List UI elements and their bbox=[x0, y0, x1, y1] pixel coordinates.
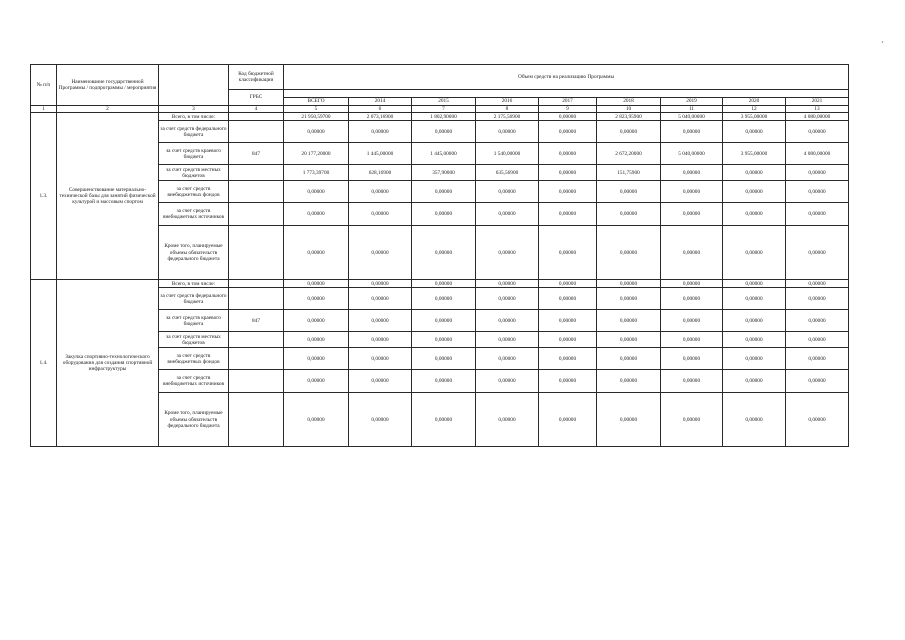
amount-cell: 0,00000 bbox=[597, 280, 661, 288]
amount-cell: 0,00000 bbox=[539, 348, 597, 370]
funding-source: Всего, в том числе: bbox=[159, 113, 229, 121]
header-index-row bbox=[31, 106, 849, 113]
funding-table-page bbox=[30, 64, 848, 447]
amount-cell: 0,00000 bbox=[412, 226, 476, 280]
header-index-12: 13 bbox=[786, 106, 849, 113]
budget-code bbox=[229, 113, 284, 121]
amount-cell: 0,00000 bbox=[476, 310, 539, 332]
amount-cell: 0,00000 bbox=[476, 203, 539, 226]
header-index-0: 1 bbox=[31, 106, 57, 113]
header-index-8: 9 bbox=[539, 106, 597, 113]
amount-cell: 628,16900 bbox=[349, 165, 412, 181]
amount-cell: 0,00000 bbox=[723, 280, 786, 288]
amount-cell: 0,00000 bbox=[597, 393, 661, 447]
amount-cell: 0,00000 bbox=[412, 393, 476, 447]
amount-cell: 0,00000 bbox=[661, 226, 723, 280]
amount-cell: 0,00000 bbox=[349, 332, 412, 348]
funding-source: Кроме того, планируемые объемы обязательств федерального бюджета bbox=[159, 226, 229, 280]
header-index-5: 6 bbox=[349, 106, 412, 113]
amount-cell: 0,00000 bbox=[723, 370, 786, 393]
budget-code bbox=[229, 280, 284, 288]
budget-code bbox=[229, 226, 284, 280]
header-year-2: 2015 bbox=[412, 98, 476, 106]
funding-source: за счет средств местных бюджетов bbox=[159, 332, 229, 348]
amount-cell: 0,00000 bbox=[786, 280, 849, 288]
amount-cell: 21 950,59700 bbox=[284, 113, 349, 121]
amount-cell: 0,00000 bbox=[661, 393, 723, 447]
budget-code: 847 bbox=[229, 310, 284, 332]
amount-cell: 0,00000 bbox=[723, 393, 786, 447]
budget-code bbox=[229, 393, 284, 447]
amount-cell: 0,00000 bbox=[284, 203, 349, 226]
header-index-6: 7 bbox=[412, 106, 476, 113]
amount-cell: 0,00000 bbox=[723, 165, 786, 181]
header-code: Код бюджетной классификации bbox=[229, 65, 284, 90]
budget-code bbox=[229, 288, 284, 310]
header-index-4: 5 bbox=[284, 106, 349, 113]
amount-cell: 0,00000 bbox=[412, 370, 476, 393]
amount-cell: 3 955,00000 bbox=[723, 113, 786, 121]
amount-cell: 0,00000 bbox=[349, 393, 412, 447]
amount-cell: 0,00000 bbox=[476, 121, 539, 143]
amount-cell: 0,00000 bbox=[412, 280, 476, 288]
amount-cell: 0,00000 bbox=[284, 332, 349, 348]
amount-cell: 0,00000 bbox=[284, 121, 349, 143]
amount-cell: 0,00000 bbox=[597, 310, 661, 332]
amount-cell: 0,00000 bbox=[597, 121, 661, 143]
amount-cell: 2 175,56900 bbox=[476, 113, 539, 121]
header-row bbox=[31, 65, 849, 90]
amount-cell: 357,90000 bbox=[412, 165, 476, 181]
amount-cell: 0,00000 bbox=[539, 143, 597, 165]
budget-code bbox=[229, 181, 284, 203]
funding-source: за счет средств краевого бюджета bbox=[159, 310, 229, 332]
amount-cell: 3 955,00000 bbox=[723, 143, 786, 165]
funding-source: за счет средств краевого бюджета bbox=[159, 143, 229, 165]
budget-code bbox=[229, 332, 284, 348]
header-num: № п/п bbox=[31, 65, 57, 106]
amount-cell: 0,00000 bbox=[349, 280, 412, 288]
header-year-0: ВСЕГО bbox=[284, 98, 349, 106]
amount-cell: 0,00000 bbox=[349, 226, 412, 280]
amount-cell: 0,00000 bbox=[412, 203, 476, 226]
amount-cell: 0,00000 bbox=[723, 288, 786, 310]
amount-cell: 0,00000 bbox=[412, 348, 476, 370]
amount-cell: 0,00000 bbox=[597, 348, 661, 370]
amount-cell: 0,00000 bbox=[539, 165, 597, 181]
header-year-8: 2021 bbox=[786, 98, 849, 106]
amount-cell: 0,00000 bbox=[597, 203, 661, 226]
amount-cell: 0,00000 bbox=[539, 203, 597, 226]
header-year-3: 2016 bbox=[476, 98, 539, 106]
amount-cell: 0,00000 bbox=[476, 332, 539, 348]
amount-cell: 4 080,00000 bbox=[786, 143, 849, 165]
amount-cell: 0,00000 bbox=[786, 226, 849, 280]
amount-cell: 0,00000 bbox=[723, 181, 786, 203]
amount-cell: 0,00000 bbox=[723, 203, 786, 226]
amount-cell: 4 080,00000 bbox=[786, 113, 849, 121]
amount-cell: 0,00000 bbox=[284, 348, 349, 370]
amount-cell: 0,00000 bbox=[723, 348, 786, 370]
amount-cell: 0,00000 bbox=[597, 226, 661, 280]
funding-table bbox=[30, 64, 849, 447]
amount-cell: 0,00000 bbox=[597, 288, 661, 310]
amount-cell: 0,00000 bbox=[284, 181, 349, 203]
amount-cell: 0,00000 bbox=[539, 181, 597, 203]
amount-cell: 0,00000 bbox=[412, 310, 476, 332]
funding-source: Кроме того, планируемые объемы обязательств федерального бюджета bbox=[159, 393, 229, 447]
amount-cell: 0,00000 bbox=[349, 370, 412, 393]
amount-cell: 0,00000 bbox=[284, 226, 349, 280]
amount-cell: 0,00000 bbox=[786, 165, 849, 181]
header-index-11: 12 bbox=[723, 106, 786, 113]
amount-cell: 0,00000 bbox=[284, 280, 349, 288]
amount-cell: 0,00000 bbox=[412, 332, 476, 348]
amount-cell: 0,00000 bbox=[349, 203, 412, 226]
budget-code: 847 bbox=[229, 143, 284, 165]
amount-cell: 0,00000 bbox=[412, 288, 476, 310]
funding-source: за счет средств местных бюджетов bbox=[159, 165, 229, 181]
amount-cell: 0,00000 bbox=[539, 280, 597, 288]
amount-cell: 0,00000 bbox=[786, 370, 849, 393]
amount-cell: 0,00000 bbox=[723, 310, 786, 332]
header-spacer bbox=[284, 90, 849, 98]
header-source bbox=[159, 65, 229, 106]
amount-cell: 0,00000 bbox=[786, 203, 849, 226]
amount-cell: 0,00000 bbox=[597, 370, 661, 393]
amount-cell: 0,00000 bbox=[412, 181, 476, 203]
amount-cell: 0,00000 bbox=[723, 121, 786, 143]
budget-code bbox=[229, 203, 284, 226]
amount-cell: 0,00000 bbox=[412, 121, 476, 143]
amount-cell: 0,00000 bbox=[284, 370, 349, 393]
amount-cell: 0,00000 bbox=[539, 310, 597, 332]
amount-cell: 0,00000 bbox=[476, 288, 539, 310]
section-name: Совершенствование материально-технической базы для занятий физической культурой и массовым спортом bbox=[57, 113, 159, 280]
section-number: 1.3. bbox=[31, 113, 57, 280]
amount-cell: 0,00000 bbox=[539, 393, 597, 447]
amount-cell: 0,00000 bbox=[661, 288, 723, 310]
amount-cell: 0,00000 bbox=[723, 332, 786, 348]
amount-cell: 2 672,20000 bbox=[597, 143, 661, 165]
amount-cell: 0,00000 bbox=[786, 332, 849, 348]
funding-source: за счет средств внебюджетных фондов bbox=[159, 181, 229, 203]
amount-cell: 0,00000 bbox=[661, 165, 723, 181]
header-code-grbs: ГРБС bbox=[229, 90, 284, 106]
amount-cell: 0,00000 bbox=[349, 288, 412, 310]
amount-cell: 0,00000 bbox=[476, 393, 539, 447]
amount-cell: 1 773,39700 bbox=[284, 165, 349, 181]
amount-cell: 0,00000 bbox=[786, 121, 849, 143]
amount-cell: 0,00000 bbox=[539, 332, 597, 348]
amount-cell: 0,00000 bbox=[786, 181, 849, 203]
header-index-9: 10 bbox=[597, 106, 661, 113]
amount-cell: 0,00000 bbox=[661, 121, 723, 143]
amount-cell: 20 177,20000 bbox=[284, 143, 349, 165]
funding-source: Всего, в том числе: bbox=[159, 280, 229, 288]
amount-cell: 0,00000 bbox=[597, 181, 661, 203]
amount-cell: 0,00000 bbox=[723, 226, 786, 280]
amount-cell: 151,75900 bbox=[597, 165, 661, 181]
amount-cell: 1 802,90000 bbox=[412, 113, 476, 121]
amount-cell: 5 040,00000 bbox=[661, 113, 723, 121]
amount-cell: 2 073,16900 bbox=[349, 113, 412, 121]
amount-cell: 0,00000 bbox=[476, 280, 539, 288]
amount-cell: 0,00000 bbox=[476, 181, 539, 203]
amount-cell: 0,00000 bbox=[476, 226, 539, 280]
amount-cell: 1 445,00000 bbox=[412, 143, 476, 165]
funding-source: за счет средств внебюджетных источников bbox=[159, 370, 229, 393]
header-volume: Объем средств на реализацию Программы bbox=[284, 65, 849, 90]
amount-cell: 0,00000 bbox=[349, 348, 412, 370]
header-year-6: 2019 bbox=[661, 98, 723, 106]
amount-cell: 0,00000 bbox=[349, 310, 412, 332]
amount-cell: 0,00000 bbox=[476, 370, 539, 393]
header-year-7: 2020 bbox=[723, 98, 786, 106]
amount-cell: 0,00000 bbox=[539, 370, 597, 393]
amount-cell: 635,56900 bbox=[476, 165, 539, 181]
budget-code bbox=[229, 121, 284, 143]
header-year-5: 2018 bbox=[597, 98, 661, 106]
amount-cell: 0,00000 bbox=[539, 121, 597, 143]
header-name: Наименование государственной Программы / подпрограммы / мероприятия bbox=[57, 65, 159, 106]
funding-source: за счет средств внебюджетных источников bbox=[159, 203, 229, 226]
header-index-2: 3 bbox=[159, 106, 229, 113]
funding-source: за счет средств федерального бюджета bbox=[159, 288, 229, 310]
amount-cell: 0,00000 bbox=[661, 280, 723, 288]
budget-code bbox=[229, 348, 284, 370]
amount-cell: 1 540,00000 bbox=[476, 143, 539, 165]
budget-code bbox=[229, 370, 284, 393]
budget-code bbox=[229, 165, 284, 181]
table-row bbox=[31, 280, 849, 288]
amount-cell: 0,00000 bbox=[661, 203, 723, 226]
amount-cell: 0,00000 bbox=[539, 113, 597, 121]
header-index-3: 4 bbox=[229, 106, 284, 113]
amount-cell: 5 040,00000 bbox=[661, 143, 723, 165]
amount-cell: 0,00000 bbox=[661, 310, 723, 332]
amount-cell: 2 823,95900 bbox=[597, 113, 661, 121]
header-index-10: 11 bbox=[661, 106, 723, 113]
table-row bbox=[31, 113, 849, 121]
amount-cell: 0,00000 bbox=[786, 393, 849, 447]
amount-cell: 0,00000 bbox=[597, 332, 661, 348]
amount-cell: 0,00000 bbox=[661, 332, 723, 348]
amount-cell: 0,00000 bbox=[661, 181, 723, 203]
header-year-4: 2017 bbox=[539, 98, 597, 106]
header-index-1: 2 bbox=[57, 106, 159, 113]
amount-cell: 0,00000 bbox=[786, 288, 849, 310]
amount-cell: 0,00000 bbox=[349, 181, 412, 203]
amount-cell: 0,00000 bbox=[661, 348, 723, 370]
header-year-1: 2014 bbox=[349, 98, 412, 106]
amount-cell: 0,00000 bbox=[786, 348, 849, 370]
amount-cell: 0,00000 bbox=[284, 288, 349, 310]
amount-cell: 0,00000 bbox=[284, 310, 349, 332]
header-index-7: 8 bbox=[476, 106, 539, 113]
amount-cell: 0,00000 bbox=[786, 310, 849, 332]
section-name: Закупка спортивно-технологического оборудования для создания спортивной инфраструктуры bbox=[57, 280, 159, 447]
amount-cell: 0,00000 bbox=[539, 226, 597, 280]
amount-cell: 0,00000 bbox=[661, 370, 723, 393]
funding-source: за счет средств внебюджетных фондов bbox=[159, 348, 229, 370]
amount-cell: 0,00000 bbox=[284, 393, 349, 447]
amount-cell: 0,00000 bbox=[349, 121, 412, 143]
section-number: 1.4. bbox=[31, 280, 57, 447]
amount-cell: 0,00000 bbox=[476, 348, 539, 370]
funding-source: за счет средств федерального бюджета bbox=[159, 121, 229, 143]
amount-cell: 0,00000 bbox=[539, 288, 597, 310]
amount-cell: 1 445,00000 bbox=[349, 143, 412, 165]
scan-speck bbox=[882, 41, 884, 43]
